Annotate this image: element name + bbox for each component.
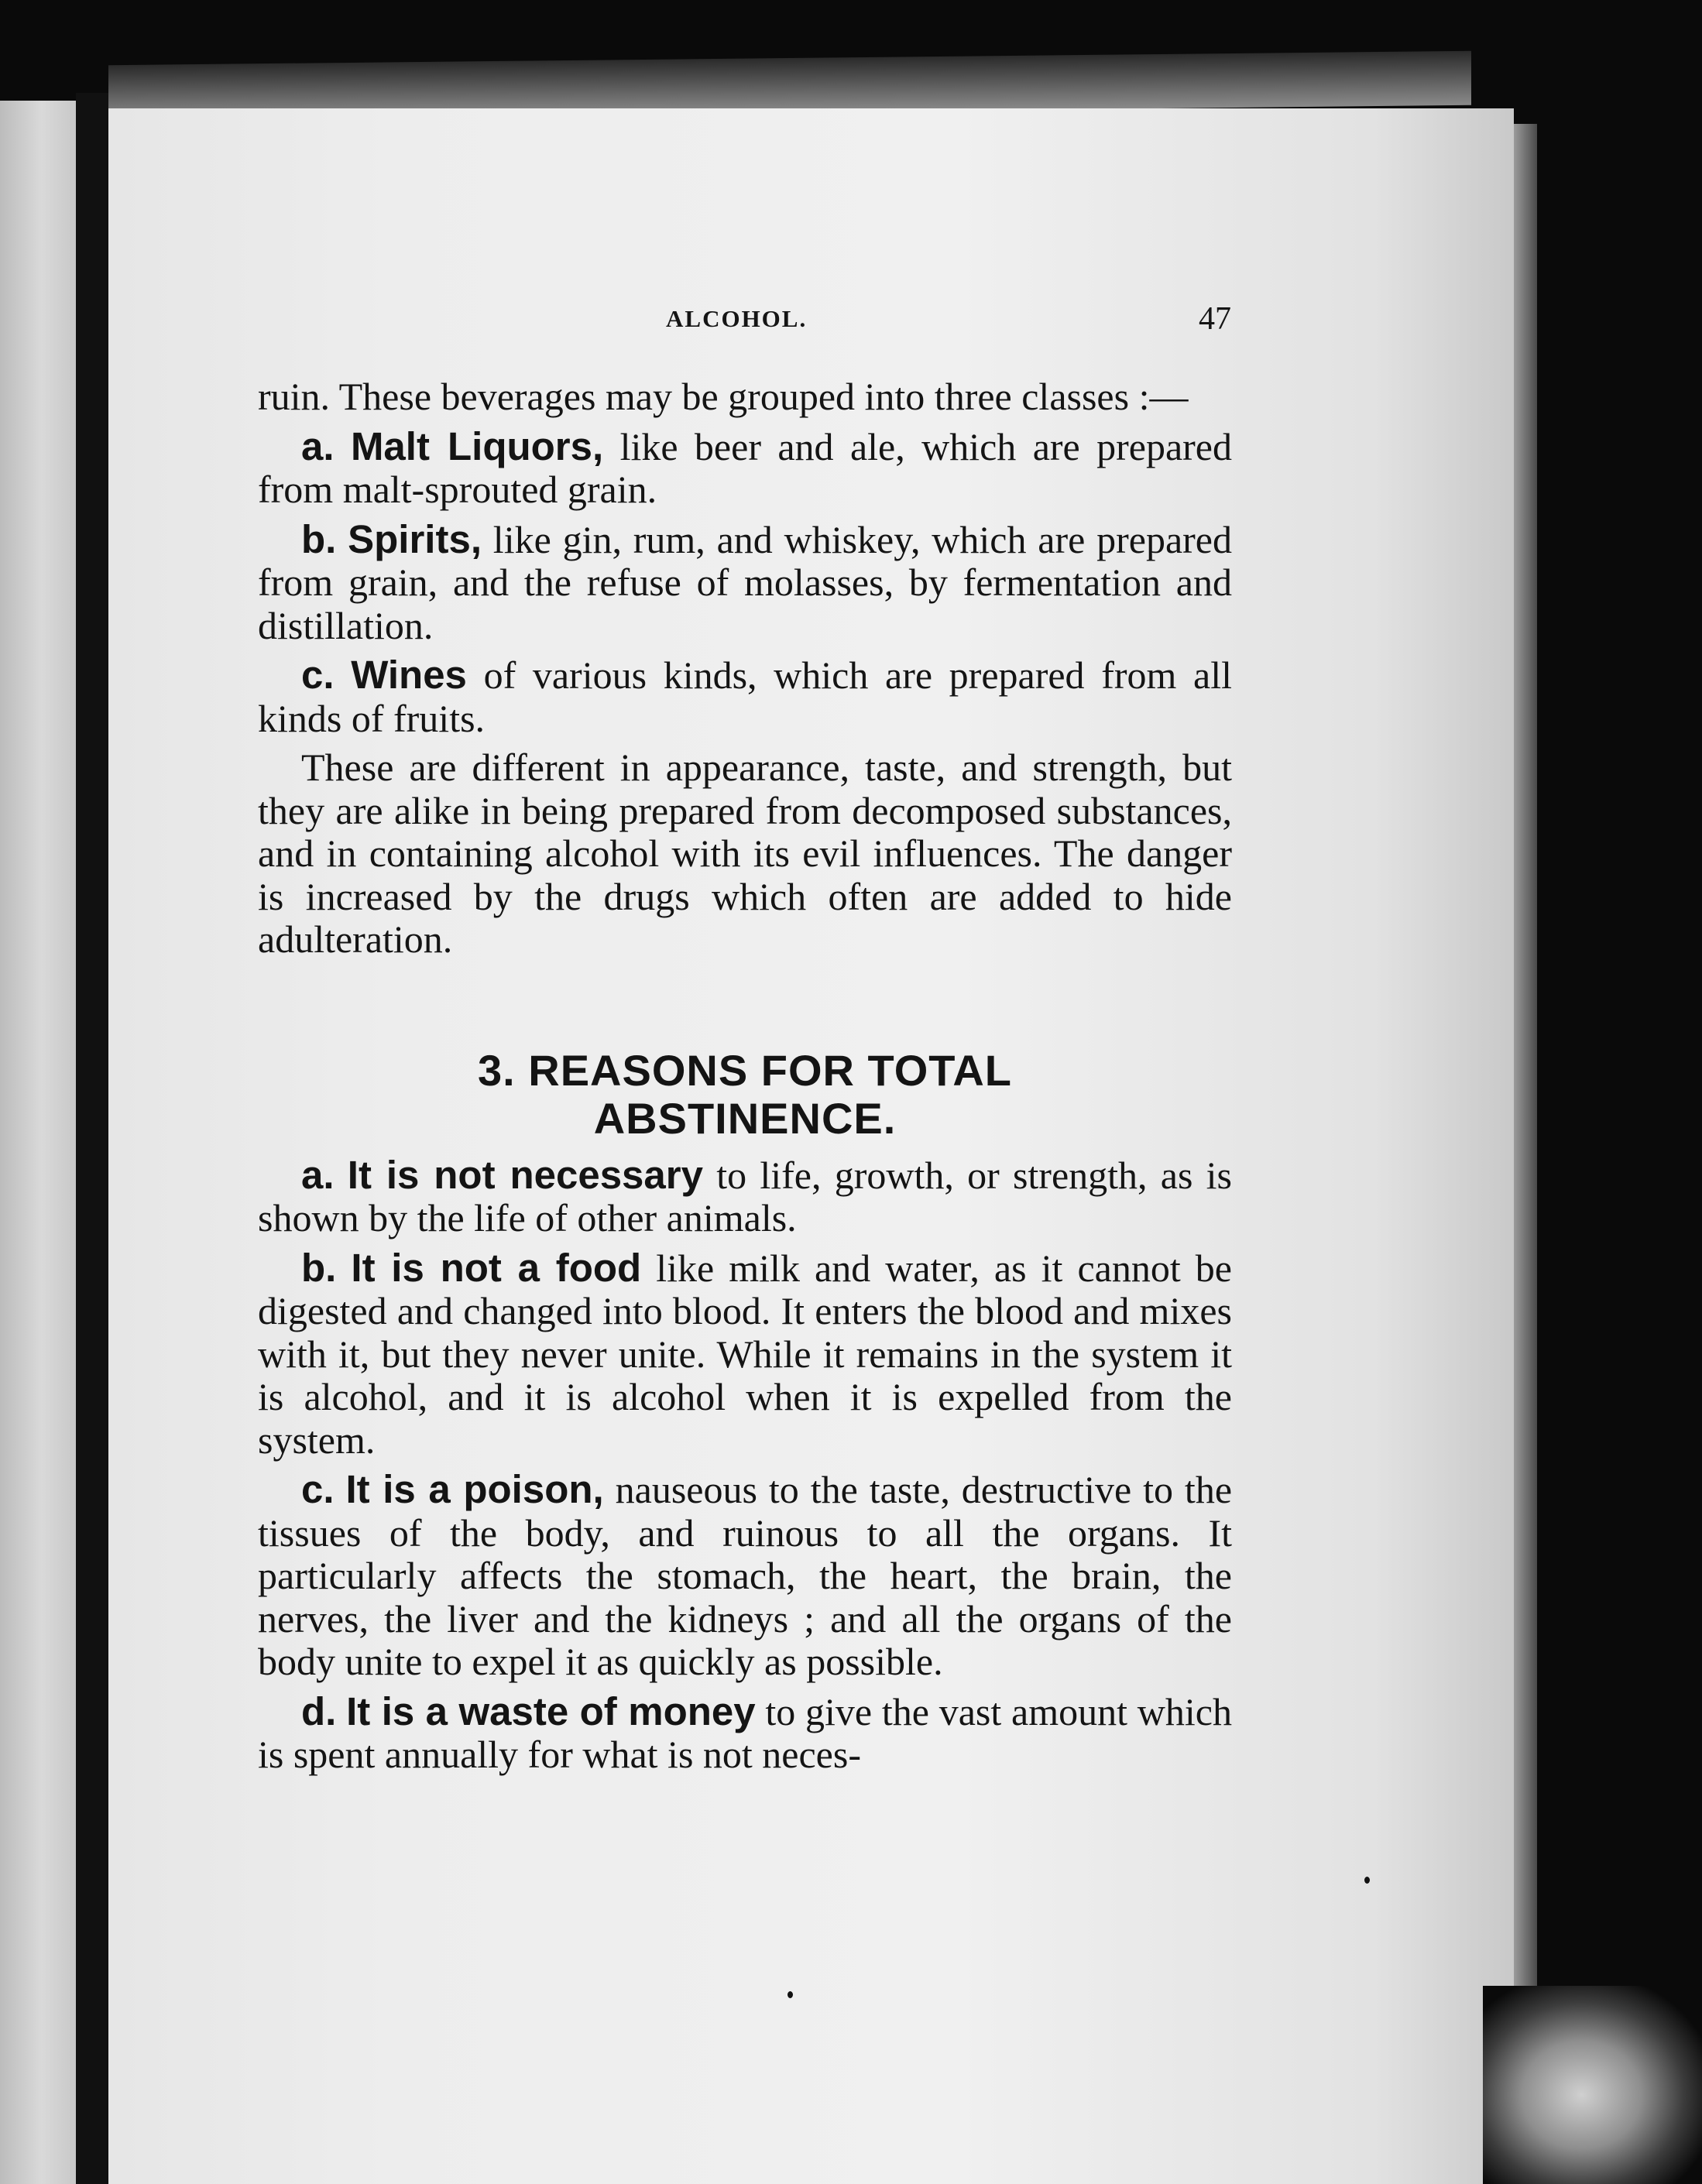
running-title: ALCOHOL.	[666, 305, 808, 332]
section-heading	[258, 1047, 1232, 1143]
reason-item-not-a-food	[258, 1246, 1232, 1462]
reason-text: nauseous to the taste, destructive to the tissues of the body, and ruinous to all the organs. It particularly affects the stomach, the heart, the brain, the nerves, the liver and the kidneys ; and all the organs of the body unite to expel it as quickly as possible.	[258, 1468, 1233, 1683]
class-item-malt-liquors	[258, 425, 1232, 512]
corner-stain	[1483, 1986, 1702, 2184]
reason-term: It is a poison,	[345, 1467, 604, 1511]
class-term: Wines	[351, 653, 467, 697]
class-marker: c.	[301, 653, 335, 697]
page-header	[256, 300, 1231, 347]
class-item-spirits	[258, 518, 1232, 648]
class-text: of various kinds, which are prepared from all kinds of fruits.	[258, 653, 1233, 740]
reason-marker: a.	[301, 1152, 335, 1197]
reason-term: It is a waste of money	[346, 1689, 756, 1733]
reason-term: It is not necessary	[347, 1152, 703, 1197]
reason-marker: b.	[301, 1245, 337, 1290]
ink-speck	[1364, 1877, 1370, 1884]
reason-item-not-necessary	[258, 1154, 1232, 1240]
reason-marker: d.	[301, 1689, 337, 1733]
summary-paragraph: These are different in appearance, taste, and strength, but they are alike in being prepared from decomposed substances, and in containing alcohol with its evil influences. The danger is increased by the drugs which often are added to hide adulteration.	[258, 746, 1232, 961]
reason-text: like milk and water, as it cannot be digested and changed into blood. It enters the blood and mixes with it, but they never unite. While it remains in the system it is alcohol, and it is alcohol when it is expelled from the system.	[258, 1246, 1233, 1462]
left-page-edge	[0, 101, 76, 2184]
class-term: Spirits,	[348, 516, 482, 561]
class-marker: a.	[301, 423, 335, 468]
intro-paragraph: ruin. These beverages may be grouped into three classes :—	[258, 375, 1189, 418]
reason-item-poison	[258, 1468, 1232, 1684]
class-term: Malt Liquors,	[350, 423, 604, 468]
class-marker: b.	[301, 516, 337, 561]
class-item-wines	[258, 653, 1232, 740]
section-heading-line-1: 3. REASONS FOR TOTAL	[478, 1045, 1012, 1095]
ink-speck	[788, 1991, 793, 1998]
binding-gutter	[76, 93, 108, 2184]
class-text: like gin, rum, and whiskey, which are prepared from grain, and the refuse of molasses, by fermentation and distillation.	[258, 517, 1232, 647]
reason-term: It is not a food	[351, 1245, 642, 1290]
page-body	[258, 375, 1232, 1783]
class-text: like beer and ale, which are prepared from malt-sprouted grain.	[258, 424, 1232, 511]
section-heading-line-2: ABSTINENCE.	[593, 1093, 897, 1143]
right-page-edge	[1514, 124, 1537, 2184]
reason-item-waste-of-money	[258, 1690, 1232, 1777]
page-number: 47	[1199, 301, 1231, 337]
reason-marker: c.	[301, 1467, 335, 1511]
reason-text: to life, growth, or strength, as is shown by the life of other animals.	[258, 1153, 1233, 1239]
reason-text: to give the vast amount which is spent annually for what is not neces-	[258, 1689, 1232, 1776]
